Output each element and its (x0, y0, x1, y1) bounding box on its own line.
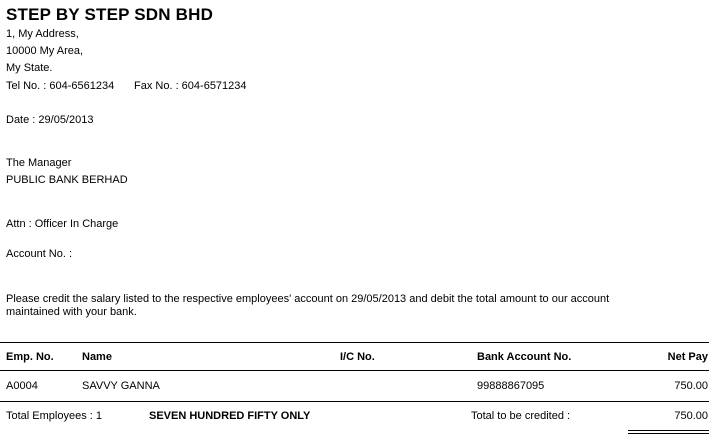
total-credited-label: Total to be credited : (471, 410, 571, 422)
header-bank-account: Bank Account No. (477, 351, 572, 363)
row-bank-account: 99888867095 (477, 380, 545, 392)
total-employees: Total Employees : 1 (6, 410, 102, 422)
double-underline-top (628, 430, 709, 431)
fax-number: Fax No. : 604-6571234 (134, 80, 247, 92)
attention-line: Attn : Officer In Charge (6, 218, 119, 230)
message-line-1: Please credit the salary listed to the respective employees' account on 29/05/2013 and debit the total amount to our account (6, 293, 610, 305)
message-line-2: maintained with your bank. (6, 306, 137, 318)
address-line-1: 1, My Address, (6, 28, 79, 40)
recipient-bank: PUBLIC BANK BERHAD (6, 174, 128, 186)
header-net-pay: Net Pay (667, 351, 708, 363)
header-ic-no: I/C No. (340, 351, 375, 363)
tel-number: Tel No. : 604-6561234 (6, 80, 115, 92)
row-name: SAVVY GANNA (82, 380, 160, 392)
table-top-rule (0, 342, 709, 343)
rows-bottom-rule (0, 401, 709, 402)
recipient-title: The Manager (6, 157, 72, 169)
address-line-2: 10000 My Area, (6, 45, 84, 57)
letter-date: Date : 29/05/2013 (6, 114, 94, 126)
amount-in-words: SEVEN HUNDRED FIFTY ONLY (149, 410, 311, 422)
account-number-line: Account No. : (6, 248, 73, 260)
address-line-3: My State. (6, 62, 53, 74)
company-name: STEP BY STEP SDN BHD (6, 5, 214, 24)
row-emp-no: A0004 (6, 380, 38, 392)
total-credited-value: 750.00 (674, 410, 708, 422)
header-emp-no: Emp. No. (6, 351, 54, 363)
double-underline-bottom (628, 433, 709, 434)
row-net-pay: 750.00 (674, 380, 708, 392)
header-bottom-rule (0, 370, 709, 371)
header-name: Name (82, 351, 112, 363)
